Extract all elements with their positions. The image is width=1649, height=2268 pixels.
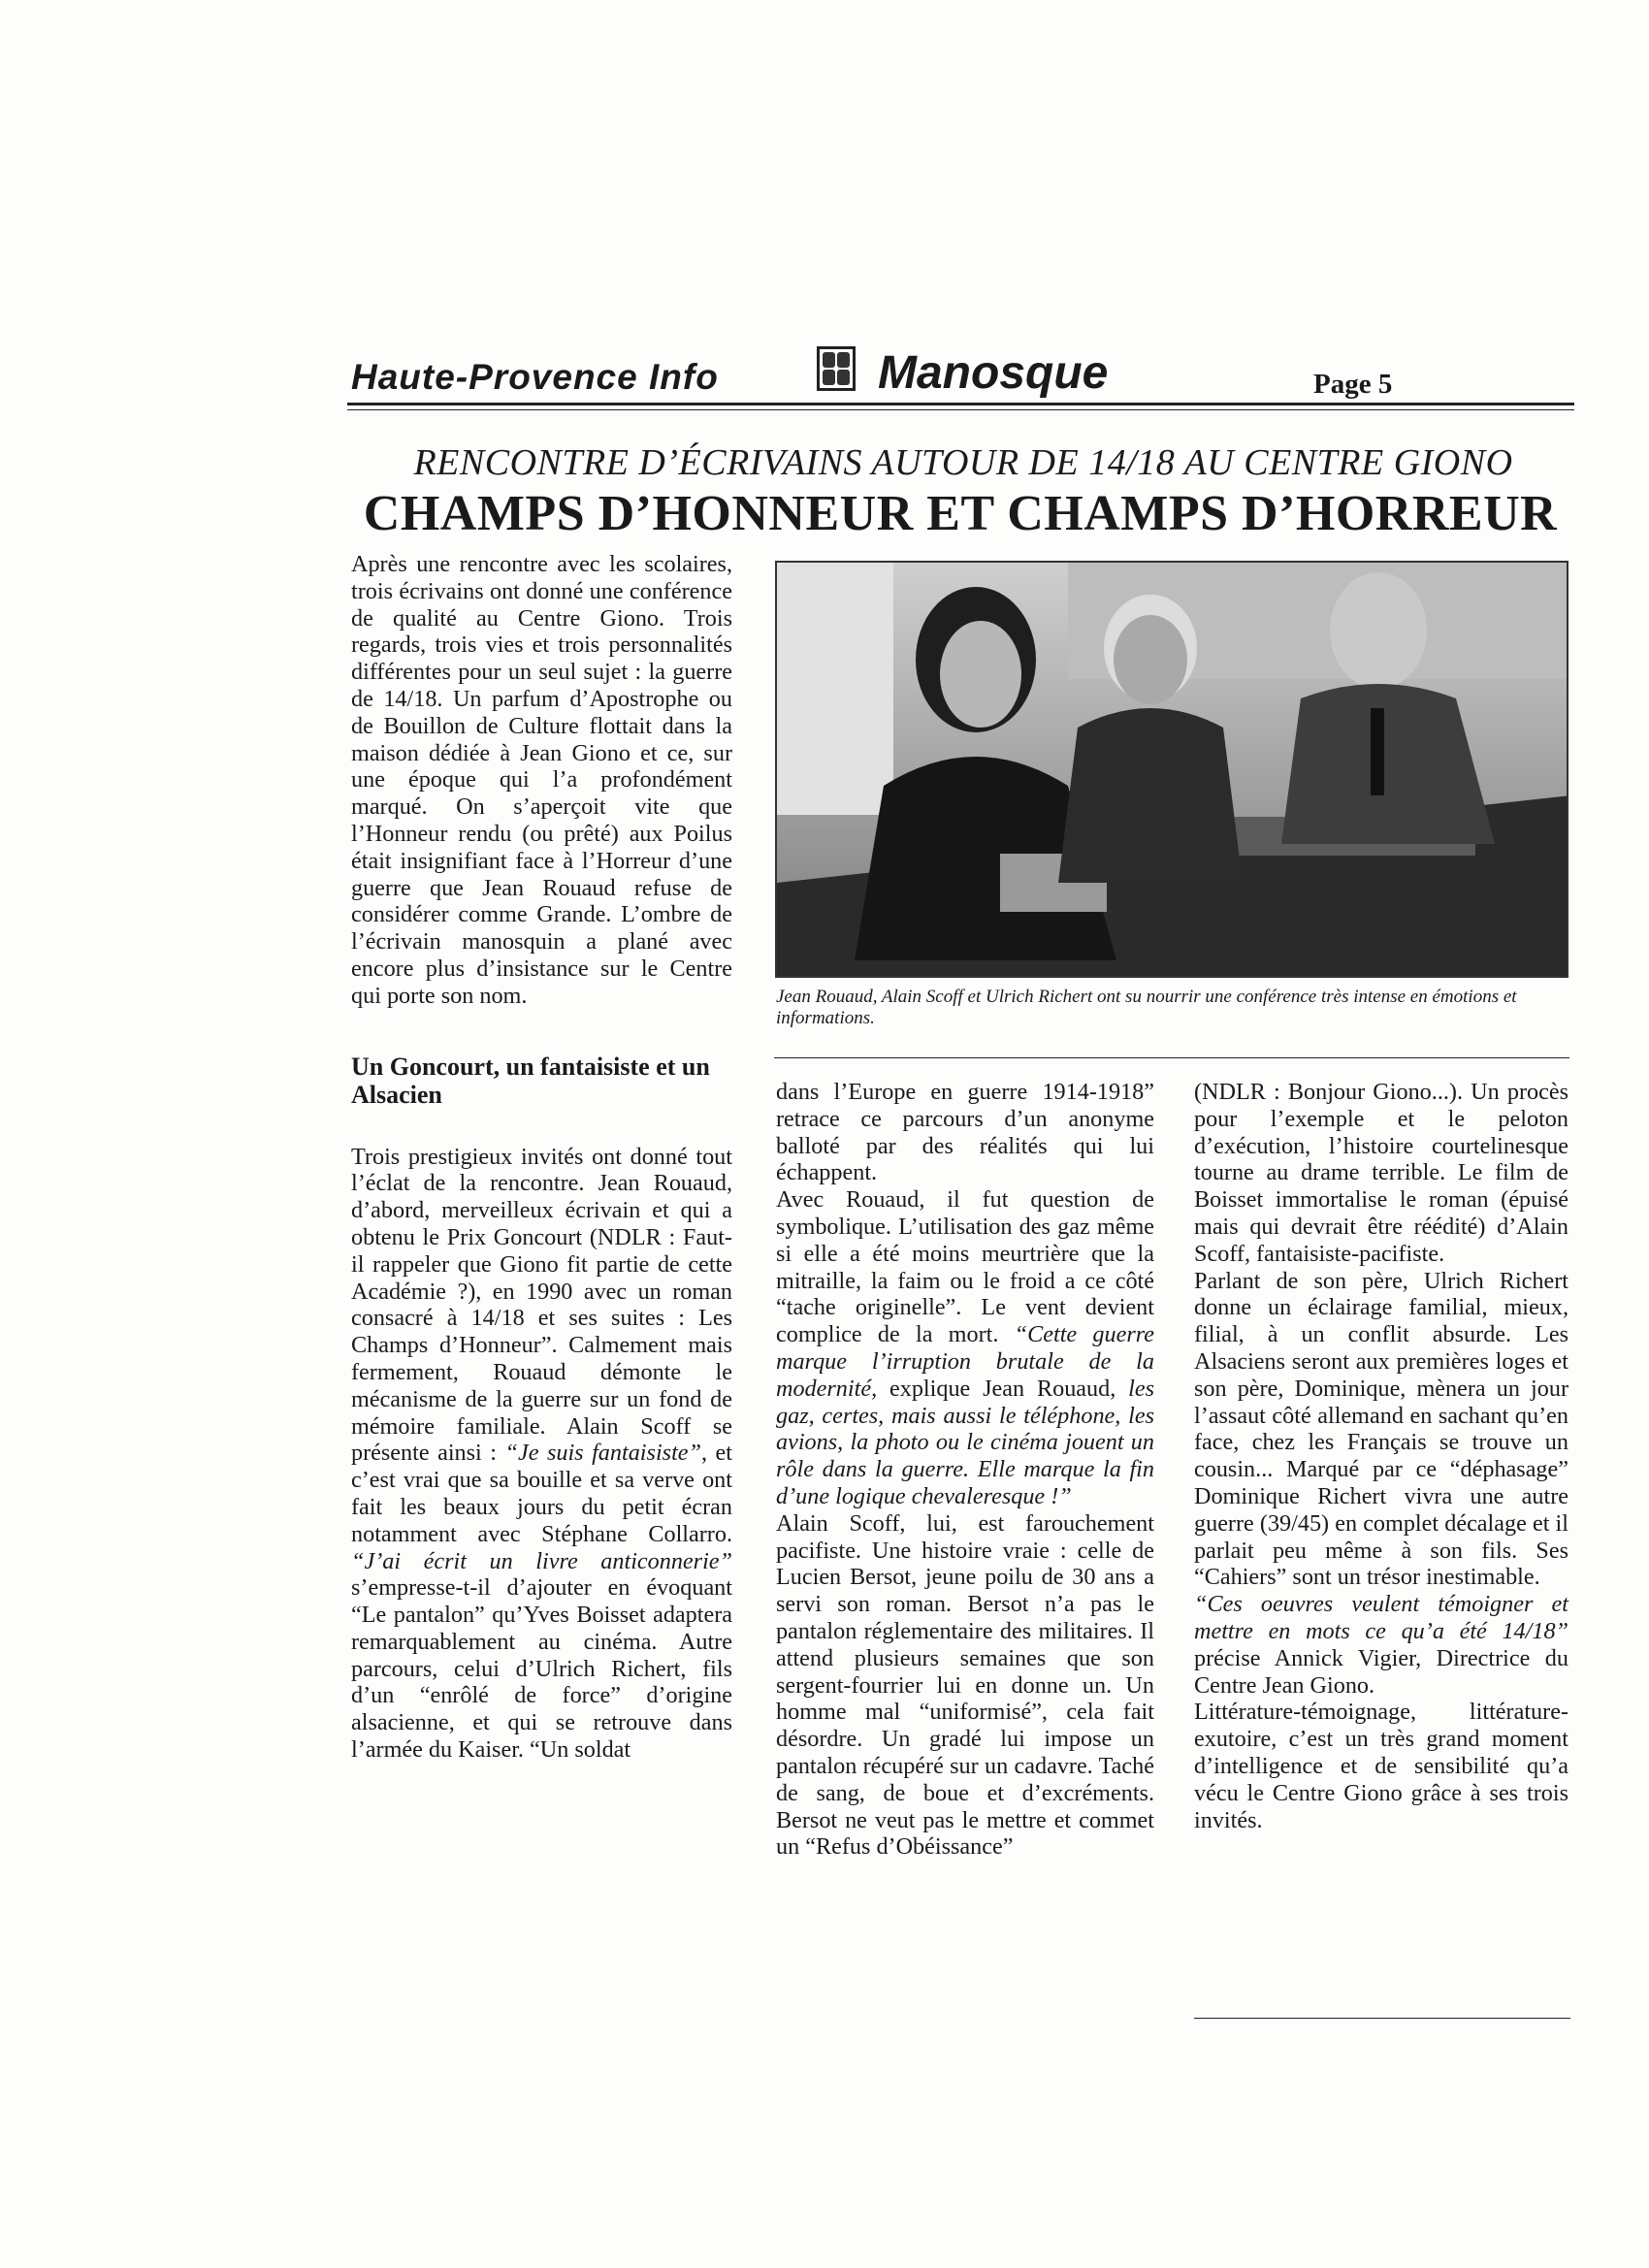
scoff-quote-1: “Je suis fantaisiste” xyxy=(504,1440,701,1467)
photo-illustration xyxy=(777,563,1568,978)
vigier-quote: “Ces oeuvres veulent témoigner et mettre en mots ce qu’a été 14/18” xyxy=(1194,1591,1568,1644)
masthead-rule-top xyxy=(347,403,1574,405)
column-1 xyxy=(351,551,732,1764)
guests-paragraph xyxy=(351,1144,732,1764)
publication-name: Haute-Provence Info xyxy=(351,357,719,397)
col2-intro: dans l’Europe en guerre 1914-1918” retrace ce parcours d’un anonyme balloté par des réalités qui lui échappent. xyxy=(776,1079,1154,1186)
conference-photo xyxy=(775,561,1568,978)
town-name: Manosque xyxy=(878,347,1109,399)
guests-text-b: , et c’est vrai que sa bouille et sa verve ont fait les beaux jours du petit écran notamment avec Stéphane Collarro. xyxy=(351,1440,732,1547)
intro-paragraph: Après une rencontre avec les scolaires, trois écrivains ont donné une conférence de qualité au Centre Giono. Trois regards, trois vies et trois personnalités différentes pour un seul sujet : la guerre de 14/18. Un parfum d’Apostrophe ou de Bouillon de Culture flottait dans la maison dédiée à Jean Giono et ce, sur une époque qui l’a profondément marqué. On s’aperçoit vite que l’Honneur rendu (ou prêté) aux Poilus était insignifiant face à l’Horreur d’une guerre que Jean Rouaud refuse de considérer comme Grande. L’ombre de l’écrivain manosquin a plané avec encore plus d’insistance sur le Centre qui porte son nom. xyxy=(351,551,732,1009)
rouaud-text-b: explique Jean Rouaud, xyxy=(877,1375,1129,1402)
rouaud-quote-1: “Cette guerre marque l’irruption brutale de la modernité, xyxy=(776,1321,1154,1402)
vigier-text: précise Annick Vigier, Directrice du Centre Jean Giono. xyxy=(1194,1644,1568,1699)
column-3 xyxy=(1194,1079,1568,1833)
scoff-paragraph: Alain Scoff, lui, est farouchement pacifiste. Une histoire vraie : celle de Lucien Bersot, jeune poilu de 30 ans a servi son roman. Bersot n’a pas le pantalon réglementaire des militaires. Il attend plusieurs semaines que son sergent-fourrier lui en donne un. Un homme mal “uniformisé”, cela fait désordre. Un gradé lui impose un pantalon récupéré sur un cadavre. Taché de sang, de boue et d’excréments. Bersot ne veut pas le mettre et commet un “Refus d’Obéissance” xyxy=(776,1509,1154,1861)
article-end-rule xyxy=(1194,2018,1570,2019)
article-kicker: RENCONTRE D’ÉCRIVAINS AUTOUR DE 14/18 AU CENTRE GIONO xyxy=(413,442,1513,483)
caption-rule xyxy=(774,1057,1569,1058)
subheading: Un Goncourt, un fantaisiste et un Alsacien xyxy=(351,1052,710,1109)
richert-paragraph: Parlant de son père, Ulrich Richert donne un éclairage familial, mieux, filial, à un conflit absurde. Les Alsaciens seront aux premières loges et son père, Dominique, mènera un jour l’assaut côté allemand en sachant qu’en face, chez les Français se trouve un cousin... Marqué par ce “déphasage” Dominique Richert vivra une autre guerre (39/45) en complet décalage et il parlait peu même à son fils. Ses “Cahiers” sont un trésor inestimable. xyxy=(1194,1267,1568,1591)
photo-caption: Jean Rouaud, Alain Scoff et Ulrich Richert ont su nourrir une conférence très intense en émotions et informations. xyxy=(776,987,1517,1028)
article-headline: CHAMPS D’HONNEUR ET CHAMPS D’HORREUR xyxy=(363,486,1558,541)
vigier-paragraph xyxy=(1194,1591,1568,1699)
closing-paragraph: Littérature-témoignage, littérature-exutoire, c’est un très grand moment d’intelligence et de sensibilité qu’a vécu le Centre Giono grâce à ses trois invités. xyxy=(1194,1699,1568,1833)
column-2 xyxy=(776,1079,1154,1861)
page-number: Page 5 xyxy=(1313,369,1393,400)
manosque-crest-icon xyxy=(817,346,856,391)
masthead-rule-bottom xyxy=(347,409,1574,410)
rouaud-paragraph xyxy=(776,1186,1154,1510)
guests-text-a: Trois prestigieux invités ont donné tout l’éclat de la rencontre. Jean Rouaud, d’abord, merveilleux écrivain et qui a obtenu le Prix Goncourt (NDLR : Faut-il rappeler que Giono fit partie de cette Académie ?), en 1990 avec un roman consacré à 14/18 et ses suites : Les Champs d’Honneur”. Calmement mais fermement, Rouaud démonte le mécanisme de la guerre sur un fond de mémoire familiale. Alain Scoff se présente ainsi : xyxy=(351,1143,732,1467)
col3-intro: (NDLR : Bonjour Giono...). Un procès pour l’exemple et le peloton d’exécution, l’histoire courtelinesque tourne au drame terrible. Le film de Boisset immortalise le roman (épuisé mais qui devrait être réédité) d’Alain Scoff, fantaisiste-pacifiste. xyxy=(1194,1079,1568,1267)
guests-text-c: s’empresse-t-il d’ajouter en évoquant “Le pantalon” qu’Yves Boisset adaptera remarquablement au cinéma. Autre parcours, celui d’Ulrich Richert, fils d’un “enrôlé de force” d’origine alsacienne, et qui se retrouve dans l’armée du Kaiser. “Un soldat xyxy=(351,1574,732,1764)
rouaud-text-a: Avec Rouaud, il fut question de symbolique. L’utilisation des gaz même si elle a été moins meurtrière que la mitraille, la faim ou le froid a ce côté “tache originelle”. Le vent devient complice de la mort. xyxy=(776,1186,1154,1348)
scoff-quote-2: “J’ai écrit un livre anticonnerie” xyxy=(351,1547,732,1574)
rouaud-quote-2: les gaz, certes, mais aussi le téléphone, les avions, la photo ou le cinéma jouent un rôle dans la guerre. Elle marque la fin d’une logique chevaleresque !” xyxy=(776,1375,1154,1509)
